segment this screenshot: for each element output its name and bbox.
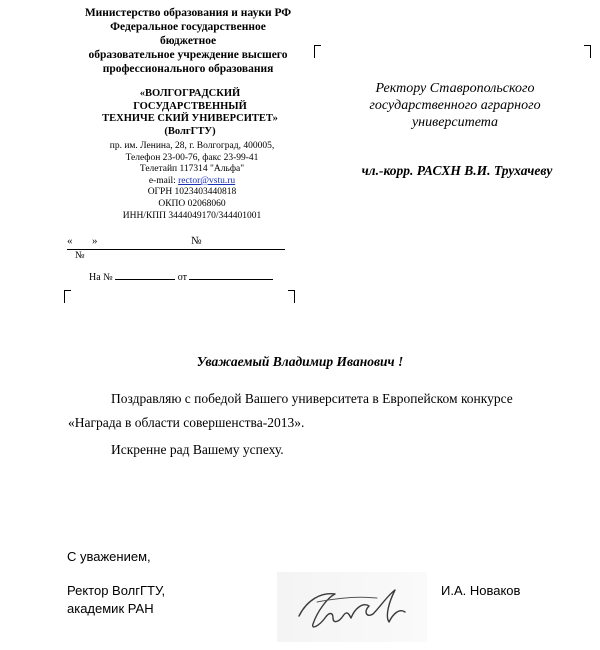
ministry-line: образовательное учреждение высшего [88, 49, 288, 61]
position-line: академик РАН [67, 601, 154, 616]
quote-open: « [67, 235, 73, 247]
position-line: Ректор ВолгГТУ, [67, 583, 166, 598]
university-abbrev: (ВолгГТУ) [164, 125, 216, 137]
paragraph-line: Поздравляю с победой Вашего университета в Европейском конкурсе [111, 391, 513, 406]
ministry-line: бюджетное [159, 35, 217, 47]
address: пр. им. Ленина, 28, г. Волгоград, 400005, [109, 141, 275, 151]
na-blank [115, 270, 175, 280]
paragraph-line: Искренне рад Вашему успеху. [111, 442, 284, 457]
ministry-line: Министерство образования и науки РФ [84, 7, 292, 19]
corner-bracket-icon [584, 45, 591, 58]
teletype: Телетайп 117314 "Альфа" [139, 164, 245, 175]
email-link[interactable]: rector@vstu.ru [178, 175, 236, 186]
quote-close: » [92, 235, 98, 247]
reply-reference [89, 270, 289, 283]
okpo: ОКПО 02068060 [158, 198, 226, 209]
contact-block [80, 141, 304, 222]
ministry-line: профессионального образования [102, 63, 274, 75]
university-name [100, 88, 280, 138]
signatory-name: И.А. Новаков [441, 583, 521, 598]
inn-kpp: ИНН/КПП 3444049170/344401001 [122, 210, 262, 221]
number-sign-2: № [75, 250, 85, 261]
corner-bracket-icon [288, 290, 295, 303]
email-row [80, 176, 304, 188]
ot-label: от [177, 272, 187, 283]
addressee-line: университета [411, 115, 499, 130]
addressee-line: государственного аграрного [369, 98, 541, 113]
addressee-line: Ректору Ставропольского [375, 81, 535, 96]
date-number-line [67, 235, 285, 250]
ot-blank [189, 270, 273, 280]
addressee-name: чл.-корр. РАСХН В.И. Трухачеву [361, 163, 553, 178]
phone: Телефон 23-00-76, факс 23-99-41 [125, 152, 259, 163]
university-line: ГОСУДАРСТВЕННЫЙ [133, 100, 247, 112]
university-line: ТЕХНИЧЕ СКИЙ УНИВЕРСИТЕТ» [102, 113, 278, 124]
signature-icon [277, 572, 427, 642]
closing-regards: С уважением, [67, 549, 151, 564]
email-label: e-mail: [148, 175, 176, 186]
signature-image [277, 572, 427, 642]
ogrn: ОГРН 1023403440818 [147, 187, 237, 198]
ministry-header [54, 6, 322, 76]
corner-bracket-icon [64, 290, 71, 303]
paragraph-line: «Награда в области совершенства-2013». [68, 415, 305, 430]
corner-bracket-icon [314, 45, 321, 58]
ministry-line: Федеральное государственное [110, 21, 266, 33]
greeting: Уважаемый Владимир Иванович ! [196, 354, 404, 369]
number-sign: № [191, 235, 202, 247]
na-label: На № [89, 272, 113, 283]
addressee-block [340, 80, 570, 131]
university-line: «ВОЛГОГРАДСКИЙ [139, 88, 241, 99]
